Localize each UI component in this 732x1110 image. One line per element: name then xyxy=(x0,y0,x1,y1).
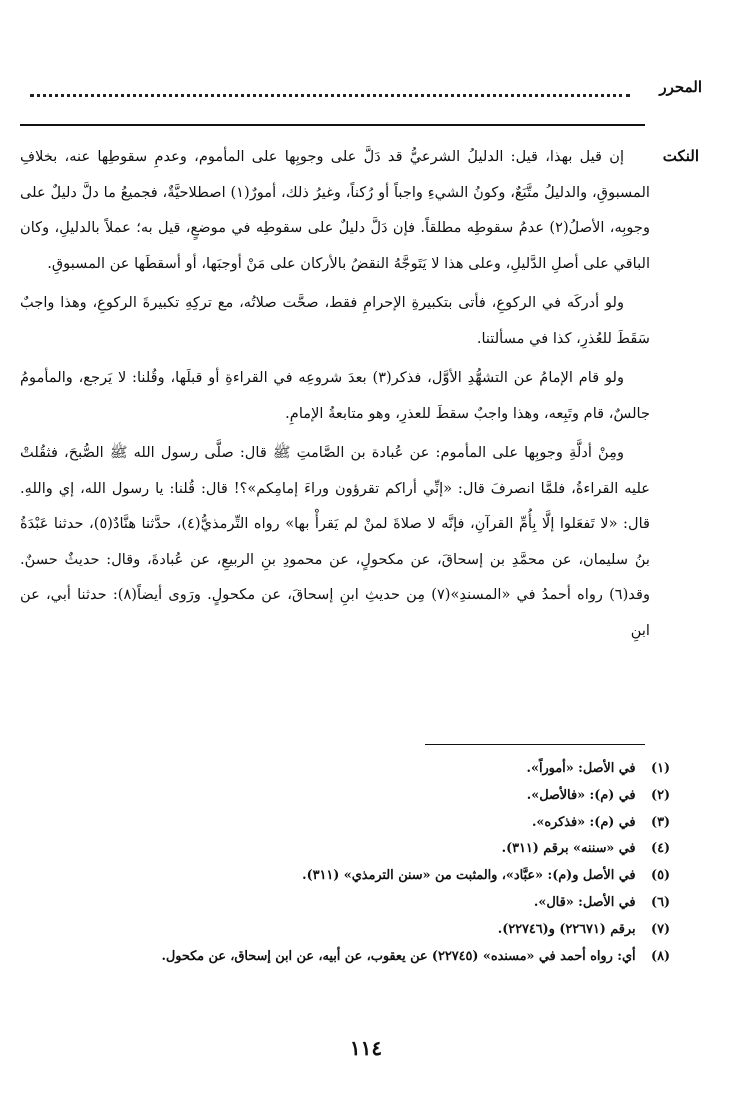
footnote-number: (٨) xyxy=(651,948,670,964)
footnote-item xyxy=(20,810,670,837)
body-paragraph-4: ومِنْ أدلَّةِ وجوبِها على المأموم: عن عُبادة بن الصَّامتِ ﷺ قال: صلَّى رسول الله ﷺ الصُّبحَ، فثقُلتْ عليه القراءةُ، فلمَّا انصرفَ قال: «إنِّي أراكم تقرؤون وراءَ إمامِكم»؟! قال: قُلنا: يا رسول الله، إي واللهِ. قال: «لا تَفعَلوا إلَّا بِأُمِّ القرآنِ، فإنَّه لا صلاةَ لمنْ لم يَقرأْ بها» رواه التِّرمذيُّ(٤)، حدَّثنا هنَّادٌ(٥)، حدثنا عَبْدَةُ بنُ سليمان، عن محمَّدِ بن إسحاقَ، عن مكحولٍ، عن محمودِ بنِ الربيعِ، عن عُبادةَ، وقال: حديثٌ حسنٌ. وقد(٦) رواه أحمدُ في «المسندِ»(٧) مِن حديثِ ابنِ إسحاقَ، عن مكحولٍ. ورَوى أيضاً(٨): حدثنا أبي، عن ابنِ xyxy=(20,444,650,639)
main-text xyxy=(20,139,650,648)
footnote-number: (١) xyxy=(651,761,670,776)
body-paragraph-2: ولو أدركَه في الركوعِ، فأتى بتكبيرةِ الإحرامِ فقط، صحَّت صلاتُه، مع تركِهِ تكبيرةَ الركوعِ، وهذا واجبٌ سَقَطَ للعُذرِ، كذا في مسألتنا. xyxy=(20,294,650,347)
footnote-number: (٣) xyxy=(651,814,670,830)
footnote-item xyxy=(20,944,670,971)
footnote-rule xyxy=(425,744,645,745)
footnote-item xyxy=(20,783,670,810)
footnote-text: في (م): «فالأصل». xyxy=(526,787,636,803)
footnote-text: في الأصل و(م): «عبَّاد»، والمثبت من «سنن الترمذي» (٣١١). xyxy=(302,868,636,884)
footnote-number: (٥) xyxy=(651,868,670,884)
running-head: المحرر xyxy=(659,78,702,96)
footnote-text: في الأصل: «أموراً». xyxy=(526,761,636,776)
body-paragraph-3: ولو قام الإمامُ عن التشهُّدِ الأوَّل، فذكر(٣) بعدَ شروعِه في القراءةِ أو قبلَها، وقُلنا: لا يَرجع، والمأمومُ جالسٌ، قام وتَبِعه، وهذا واجبٌ سقطَ للعذرِ، وهو متابعةُ الإمامِ. xyxy=(20,369,650,422)
footnote-number: (٤) xyxy=(651,841,670,857)
footnote-item xyxy=(20,890,670,917)
body-paragraph-1: إن قيل بهذا، قيل: الدليلُ الشرعيُّ قد دَلَّ على وجوبِها على المأموم، وعدمِ سقوطِها عنه، بخلافِ المسبوقِ، والدليلُ متَّبَعٌ، وكونُ الشيءِ واجباً أو رُكناً، وغيرُ ذلك، أمورٌ(١) اصطلاحيَّةٌ، فجميعُ ما دلَّ دليلٌ على وجوبِه، الأصلُ(٢) عدمُ سقوطِه مطلقاً. فإن دَلَّ دليلٌ على سقوطِه في موضعٍ، قيل به؛ عملاً بالدليلِ، وكان الباقي على أصلِ الدَّليلِ، وعلى هذا لا يَتَوجَّهُ النقضُ بالأركان على مَنْ أوجبَها، أو أسقطَها عن المسبوقِ. xyxy=(20,148,650,272)
footnote-number: (٢) xyxy=(651,787,670,803)
footnote-text: في الأصل: «قال». xyxy=(533,894,636,910)
footnote-number: (٦) xyxy=(651,894,670,910)
footnote-text: أي: رواه أحمد في «مسنده» (٢٢٧٤٥) عن يعقوب، عن أبيه، عن ابن إسحاق، عن مكحول. xyxy=(161,948,636,964)
header-dotted-rule xyxy=(30,94,630,97)
footnote-text: في (م): «فذكره». xyxy=(531,814,636,830)
header-solid-rule xyxy=(20,124,645,126)
footnote-text: برقم (٢٢٦٧١) و(٢٢٧٤٦). xyxy=(497,921,636,937)
footnote-item xyxy=(20,836,670,863)
footnote-text: في «سننه» برقم (٣١١). xyxy=(501,841,636,857)
footnote-number: (٧) xyxy=(651,921,670,937)
footnotes-list xyxy=(20,756,670,970)
footnote-item xyxy=(20,863,670,890)
footnote-item xyxy=(20,917,670,944)
footnote-item xyxy=(20,756,670,783)
section-label: النكت xyxy=(662,147,699,165)
page-number: ١١٤ xyxy=(349,1036,383,1060)
